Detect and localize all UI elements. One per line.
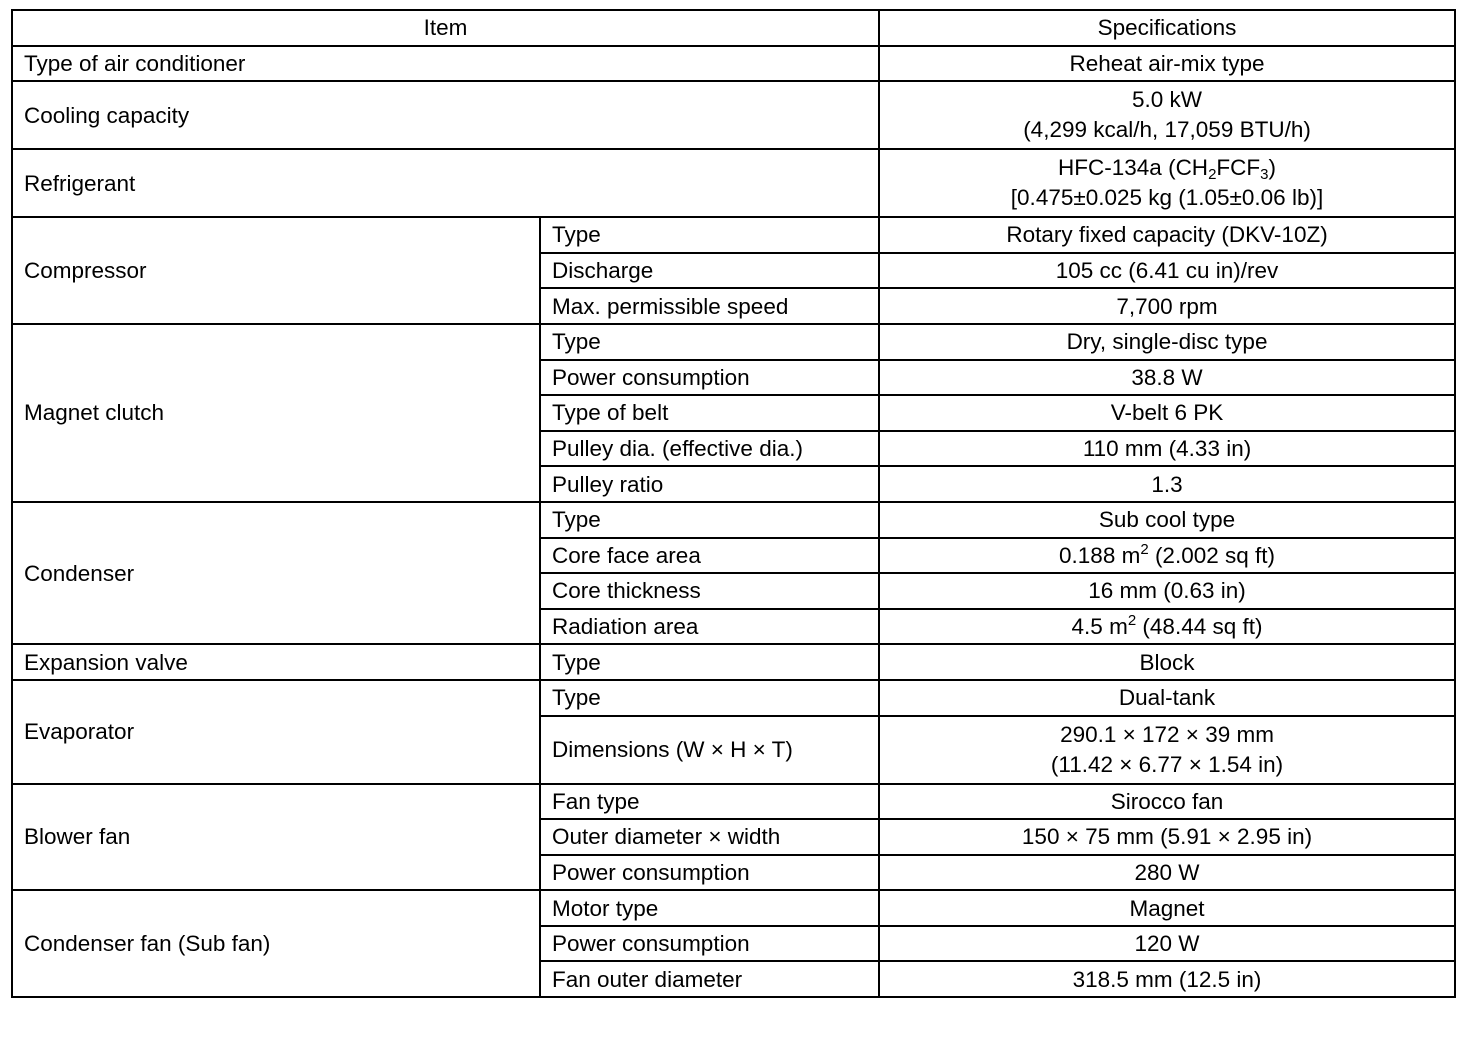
table-row — [12, 644, 1455, 680]
evaporator-type-label: Type — [540, 680, 879, 716]
condenser-type-label: Type — [540, 502, 879, 538]
expansion-valve-type-value: Block — [879, 644, 1455, 680]
condenser-fan-diameter-value: 318.5 mm (12.5 in) — [879, 961, 1455, 997]
magnet-clutch-power-value: 38.8 W — [879, 360, 1455, 396]
blower-fan-diameter-label: Outer diameter × width — [540, 819, 879, 855]
blower-fan-type-value: Sirocco fan — [879, 784, 1455, 820]
refrigerant-formula-mid: FCF — [1216, 155, 1261, 181]
condenser-face-label: Core face area — [540, 538, 879, 574]
blower-fan-power-value: 280 W — [879, 855, 1455, 891]
blower-fan-type-label: Fan type — [540, 784, 879, 820]
evaporator-label: Evaporator — [12, 680, 540, 784]
header-row — [12, 10, 1455, 46]
refrigerant-formula-suffix: ) — [1268, 155, 1276, 181]
condenser-fan-motor-label: Motor type — [540, 890, 879, 926]
magnet-clutch-type-label: Type — [540, 324, 879, 360]
condenser-face-value-a: 0.188 m — [1059, 542, 1141, 568]
refrigerant-subscript-2: 3 — [1260, 166, 1269, 184]
header-specifications: Specifications — [879, 10, 1455, 46]
table-row — [12, 890, 1455, 926]
evaporator-dim-value-line2: (11.42 × 6.77 × 1.54 in) — [1050, 751, 1284, 777]
blower-fan-power-label: Power consumption — [540, 855, 879, 891]
condenser-fan-diameter-label: Fan outer diameter — [540, 961, 879, 997]
compressor-speed-value: 7,700 rpm — [879, 288, 1455, 324]
refrigerant-value — [879, 149, 1455, 217]
table-row — [12, 324, 1455, 360]
condenser-radiation-value — [879, 609, 1455, 645]
compressor-discharge-value: 105 cc (6.41 cu in)/rev — [879, 253, 1455, 289]
compressor-discharge-label: Discharge — [540, 253, 879, 289]
compressor-type-value: Rotary fixed capacity (DKV-10Z) — [879, 217, 1455, 253]
evaporator-dim-label: Dimensions (W × H × T) — [540, 716, 879, 784]
cooling-value — [879, 81, 1455, 149]
compressor-label: Compressor — [12, 217, 540, 324]
condenser-thickness-label: Core thickness — [540, 573, 879, 609]
evaporator-type-value: Dual-tank — [879, 680, 1455, 716]
magnet-clutch-pulley-ratio-label: Pulley ratio — [540, 466, 879, 502]
compressor-type-label: Type — [540, 217, 879, 253]
condenser-radiation-label: Radiation area — [540, 609, 879, 645]
type-ac-value: Reheat air-mix type — [879, 46, 1455, 82]
condenser-radiation-superscript: 2 — [1127, 612, 1137, 630]
blower-fan-diameter-value: 150 × 75 mm (5.91 × 2.95 in) — [879, 819, 1455, 855]
table-row — [12, 81, 1455, 149]
blower-fan-label: Blower fan — [12, 784, 540, 891]
condenser-fan-power-label: Power consumption — [540, 926, 879, 962]
magnet-clutch-power-label: Power consumption — [540, 360, 879, 396]
table-row — [12, 46, 1455, 82]
cooling-value-line2: (4,299 kcal/h, 17,059 BTU/h) — [1023, 117, 1311, 143]
magnet-clutch-pulley-dia-label: Pulley dia. (effective dia.) — [540, 431, 879, 467]
magnet-clutch-label: Magnet clutch — [12, 324, 540, 502]
refrigerant-formula — [890, 153, 1444, 183]
refrigerant-amount: [0.475±0.025 kg (1.05±0.06 lb)] — [1010, 185, 1324, 211]
magnet-clutch-pulley-ratio-value: 1.3 — [879, 466, 1455, 502]
compressor-speed-label: Max. permissible speed — [540, 288, 879, 324]
type-ac-label: Type of air conditioner — [12, 46, 879, 82]
condenser-face-superscript: 2 — [1140, 540, 1149, 558]
refrigerant-label: Refrigerant — [12, 149, 879, 217]
condenser-fan-motor-value: Magnet — [879, 890, 1455, 926]
evaporator-dim-value — [879, 716, 1455, 784]
condenser-face-value — [879, 538, 1455, 574]
refrigerant-subscript-1: 2 — [1208, 166, 1217, 184]
header-item: Item — [12, 10, 879, 46]
condenser-radiation-value-b: (48.44 sq ft) — [1136, 614, 1263, 640]
condenser-label: Condenser — [12, 502, 540, 644]
magnet-clutch-pulley-dia-value: 110 mm (4.33 in) — [879, 431, 1455, 467]
table-row — [12, 784, 1455, 820]
table-row — [12, 149, 1455, 217]
table-row — [12, 502, 1455, 538]
expansion-valve-type-label: Type — [540, 644, 879, 680]
cooling-label: Cooling capacity — [12, 81, 879, 149]
condenser-face-value-b: (2.002 sq ft) — [1148, 542, 1275, 568]
condenser-fan-power-value: 120 W — [879, 926, 1455, 962]
table-row — [12, 217, 1455, 253]
cooling-value-line1: 5.0 kW — [1132, 87, 1203, 113]
condenser-radiation-value-a: 4.5 m — [1071, 614, 1128, 640]
magnet-clutch-type-value: Dry, single-disc type — [879, 324, 1455, 360]
condenser-type-value: Sub cool type — [879, 502, 1455, 538]
evaporator-dim-value-line1: 290.1 × 172 × 39 mm — [1060, 721, 1274, 747]
magnet-clutch-belt-value: V-belt 6 PK — [879, 395, 1455, 431]
table-row — [12, 680, 1455, 716]
magnet-clutch-belt-label: Type of belt — [540, 395, 879, 431]
condenser-thickness-value: 16 mm (0.63 in) — [879, 573, 1455, 609]
condenser-fan-label: Condenser fan (Sub fan) — [12, 890, 540, 997]
expansion-valve-label: Expansion valve — [12, 644, 540, 680]
specifications-table — [11, 9, 1456, 998]
refrigerant-formula-prefix: HFC-134a (CH — [1058, 155, 1209, 181]
